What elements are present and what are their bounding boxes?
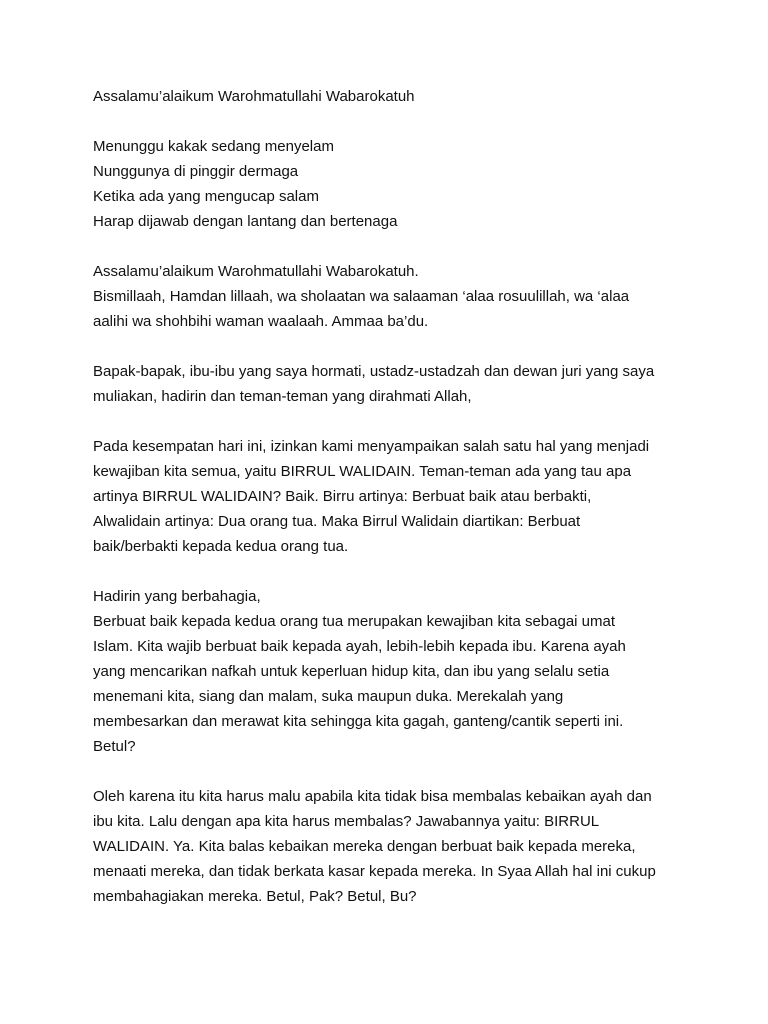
text-line: Ketika ada yang mengucap salam <box>93 188 319 205</box>
pantun-paragraph <box>93 134 693 234</box>
body-paragraph <box>93 584 693 759</box>
text-line: Assalamu’alaikum Warohmatullahi Wabarokatuh <box>93 88 415 105</box>
text-line: membesarkan dan merawat kita sehingga kita gagah, ganteng/cantik seperti ini. <box>93 713 624 730</box>
text-line: menemani kita, siang dan malam, suka maupun duka. Merekalah yang <box>93 688 564 705</box>
text-line: kewajiban kita semua, yaitu BIRRUL WALIDAIN. Teman-teman ada yang tau apa <box>93 463 632 480</box>
text-line: Hadirin yang berbahagia, <box>93 588 261 605</box>
text-line: muliakan, hadirin dan teman-teman yang dirahmati Allah, <box>93 388 472 405</box>
text-line: Betul? <box>93 738 136 755</box>
text-line: aalihi wa shohbihi waman waalaah. Ammaa ba’du. <box>93 313 429 330</box>
text-line: Berbuat baik kepada kedua orang tua merupakan kewajiban kita sebagai umat <box>93 613 616 630</box>
text-line: ibu kita. Lalu dengan apa kita harus membalas? Jawabannya yaitu: BIRRUL <box>93 813 600 830</box>
closing-paragraph <box>93 784 693 909</box>
greeting-paragraph <box>93 84 693 109</box>
text-line: Harap dijawab dengan lantang dan bertenaga <box>93 213 398 230</box>
topic-paragraph <box>93 434 693 559</box>
text-line: baik/berbakti kepada kedua orang tua. <box>93 538 349 555</box>
text-line: Bismillaah, Hamdan lillaah, wa sholaatan wa salaaman ‘alaa rosuulillah, wa ‘alaa <box>93 288 630 305</box>
text-line: Alwalidain artinya: Dua orang tua. Maka Birrul Walidain diartikan: Berbuat <box>93 513 581 530</box>
text-line: Pada kesempatan hari ini, izinkan kami menyampaikan salah satu hal yang menjadi <box>93 438 650 455</box>
text-line: Bapak-bapak, ibu-ibu yang saya hormati, ustadz-ustadzah dan dewan juri yang saya <box>93 363 655 380</box>
opening-paragraph <box>93 259 693 334</box>
text-line: yang mencarikan nafkah untuk keperluan hidup kita, dan ibu yang selalu setia <box>93 663 610 680</box>
text-line: Nunggunya di pinggir dermaga <box>93 163 299 180</box>
text-line: Menunggu kakak sedang menyelam <box>93 138 334 155</box>
salutation-paragraph <box>93 359 693 409</box>
text-line: Islam. Kita wajib berbuat baik kepada ayah, lebih-lebih kepada ibu. Karena ayah <box>93 638 626 655</box>
text-line: WALIDAIN. Ya. Kita balas kebaikan mereka dengan berbuat baik kepada mereka, <box>93 838 636 855</box>
text-line: artinya BIRRUL WALIDAIN? Baik. Birru artinya: Berbuat baik atau berbakti, <box>93 488 592 505</box>
text-line: Oleh karena itu kita harus malu apabila kita tidak bisa membalas kebaikan ayah dan <box>93 788 652 805</box>
text-line: membahagiakan mereka. Betul, Pak? Betul, Bu? <box>93 888 417 905</box>
document-body <box>93 84 693 934</box>
text-line: menaati mereka, dan tidak berkata kasar kepada mereka. In Syaa Allah hal ini cukup <box>93 863 656 880</box>
text-line: Assalamu’alaikum Warohmatullahi Wabarokatuh. <box>93 263 419 280</box>
